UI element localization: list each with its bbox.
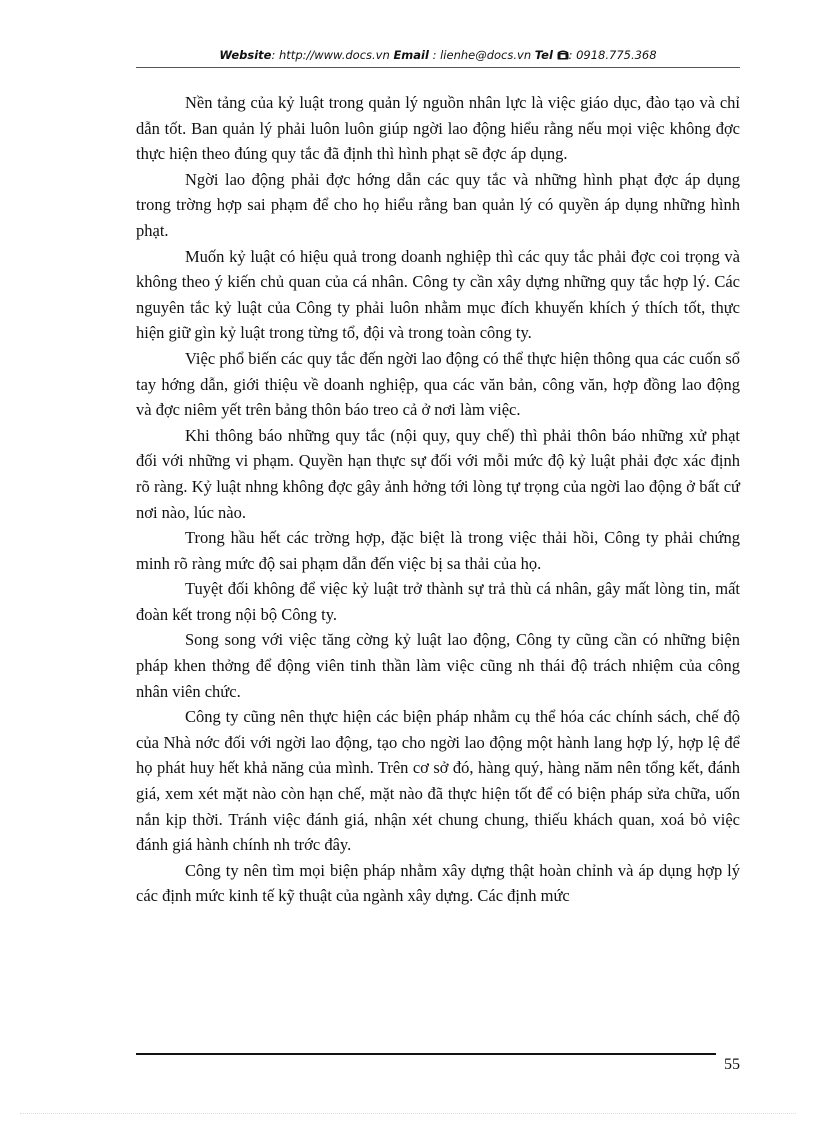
website-url[interactable]: : http://www.docs.vn xyxy=(271,48,390,62)
paragraph: Song song với việc tăng cờng kỷ luật lao động, Công ty cũng cần có những biện pháp khen thởng để động viên tinh thần làm việc cũng nh thái độ trách nhiệm của công nhân viên chức. xyxy=(136,630,740,701)
paragraph: Muốn kỷ luật có hiệu quả trong doanh nghiệp thì các quy tắc phải đợc coi trọng và không theo ý kiến chủ quan của cá nhân. Công ty cần xây dựng những quy tắc hợp lý. Các nguyên tắc kỷ luật của Công ty phải luôn nhằm mục đích khuyến khích ý thích tốt, thực hiện giữ gìn kỷ luật trong từng tổ, đội và trong toàn công ty. xyxy=(136,246,740,343)
paragraph: Tuyệt đối không để việc kỷ luật trở thành sự trả thù cá nhân, gây mất lòng tin, mất đoàn kết trong nội bộ Công ty. xyxy=(136,579,740,624)
phone-icon xyxy=(557,50,569,60)
tel-label: Tel xyxy=(534,48,553,62)
paragraph: Khi thông báo những quy tắc (nội quy, quy chế) thì phải thôn báo những xử phạt đối với những vi phạm. Quyền hạn thực sự đối với mỗi mức độ kỷ luật phải đợc xác định rõ ràng. Kỷ luật nhng không đợc gây ảnh hởng tới lòng tự trọng của ngời lao động ở bất cứ nơi nào, lúc nào. xyxy=(136,425,740,522)
page-edge-divider xyxy=(20,1113,796,1114)
page-header xyxy=(136,46,740,64)
website-label: Website xyxy=(219,48,272,62)
email-value[interactable]: : lienhe@docs.vn xyxy=(432,48,532,62)
tel-value: : 0918.775.368 xyxy=(568,48,657,62)
page-number: 55 xyxy=(724,1056,740,1073)
body-text xyxy=(136,90,740,909)
header-divider xyxy=(136,67,740,68)
paragraph: Nền tảng của kỷ luật trong quản lý nguồn nhân lực là việc giáo dục, đào tạo và chỉ dẫn tốt. Ban quản lý phải luôn luôn giúp ngời lao động hiểu rằng nếu mọi việc không đợc thực hiện theo đúng quy tắc đã định thì hình phạt sẽ đợc áp dụng. xyxy=(136,93,740,164)
email-label: Email xyxy=(393,48,429,62)
paragraph: Trong hầu hết các trờng hợp, đặc biệt là trong việc thải hồi, Công ty phải chứng minh rõ ràng mức độ sai phạm dẫn đến việc bị sa thải của họ. xyxy=(136,528,740,573)
footer-divider xyxy=(136,1053,716,1055)
paragraph: Việc phổ biến các quy tắc đến ngời lao động có thể thực hiện thông qua các cuốn sổ tay hớng dẫn, giới thiệu về doanh nghiệp, qua các văn bản, công văn, hợp đồng lao động và đợc niêm yết trên bảng thôn báo treo cả ở nơi làm việc. xyxy=(136,348,740,420)
paragraph: Công ty cũng nên thực hiện các biện pháp nhằm cụ thể hóa các chính sách, chế độ của Nhà nớc đối với ngời lao động, tạo cho ngời lao động một hành lang hợp lý, hợp lệ để họ phát huy hết khả năng của mình. Trên cơ sở đó, hàng quý, hàng năm nên tổng kết, đánh giá, xem xét mặt nào còn hạn chế, mặt nào đã thực hiện tốt để có biện pháp sửa chữa, uốn nắn kịp thời. Tránh việc đánh giá, nhận xét chung chung, thiếu khách quan, xoá bỏ việc đánh giá hành chính nh trớc đây. xyxy=(136,707,740,855)
paragraph: Ngời lao động phải đợc hớng dẫn các quy tắc và những hình phạt đợc áp dụng trong trờng hợp sai phạm để cho họ hiểu rằng ban quản lý có quyền áp dụng những hình phạt. xyxy=(136,169,740,240)
paragraph: Công ty nên tìm mọi biện pháp nhằm xây dựng thật hoàn chỉnh và áp dụng hợp lý các định mức kinh tế kỹ thuật của ngành xây dựng. Các định mức xyxy=(136,860,740,906)
